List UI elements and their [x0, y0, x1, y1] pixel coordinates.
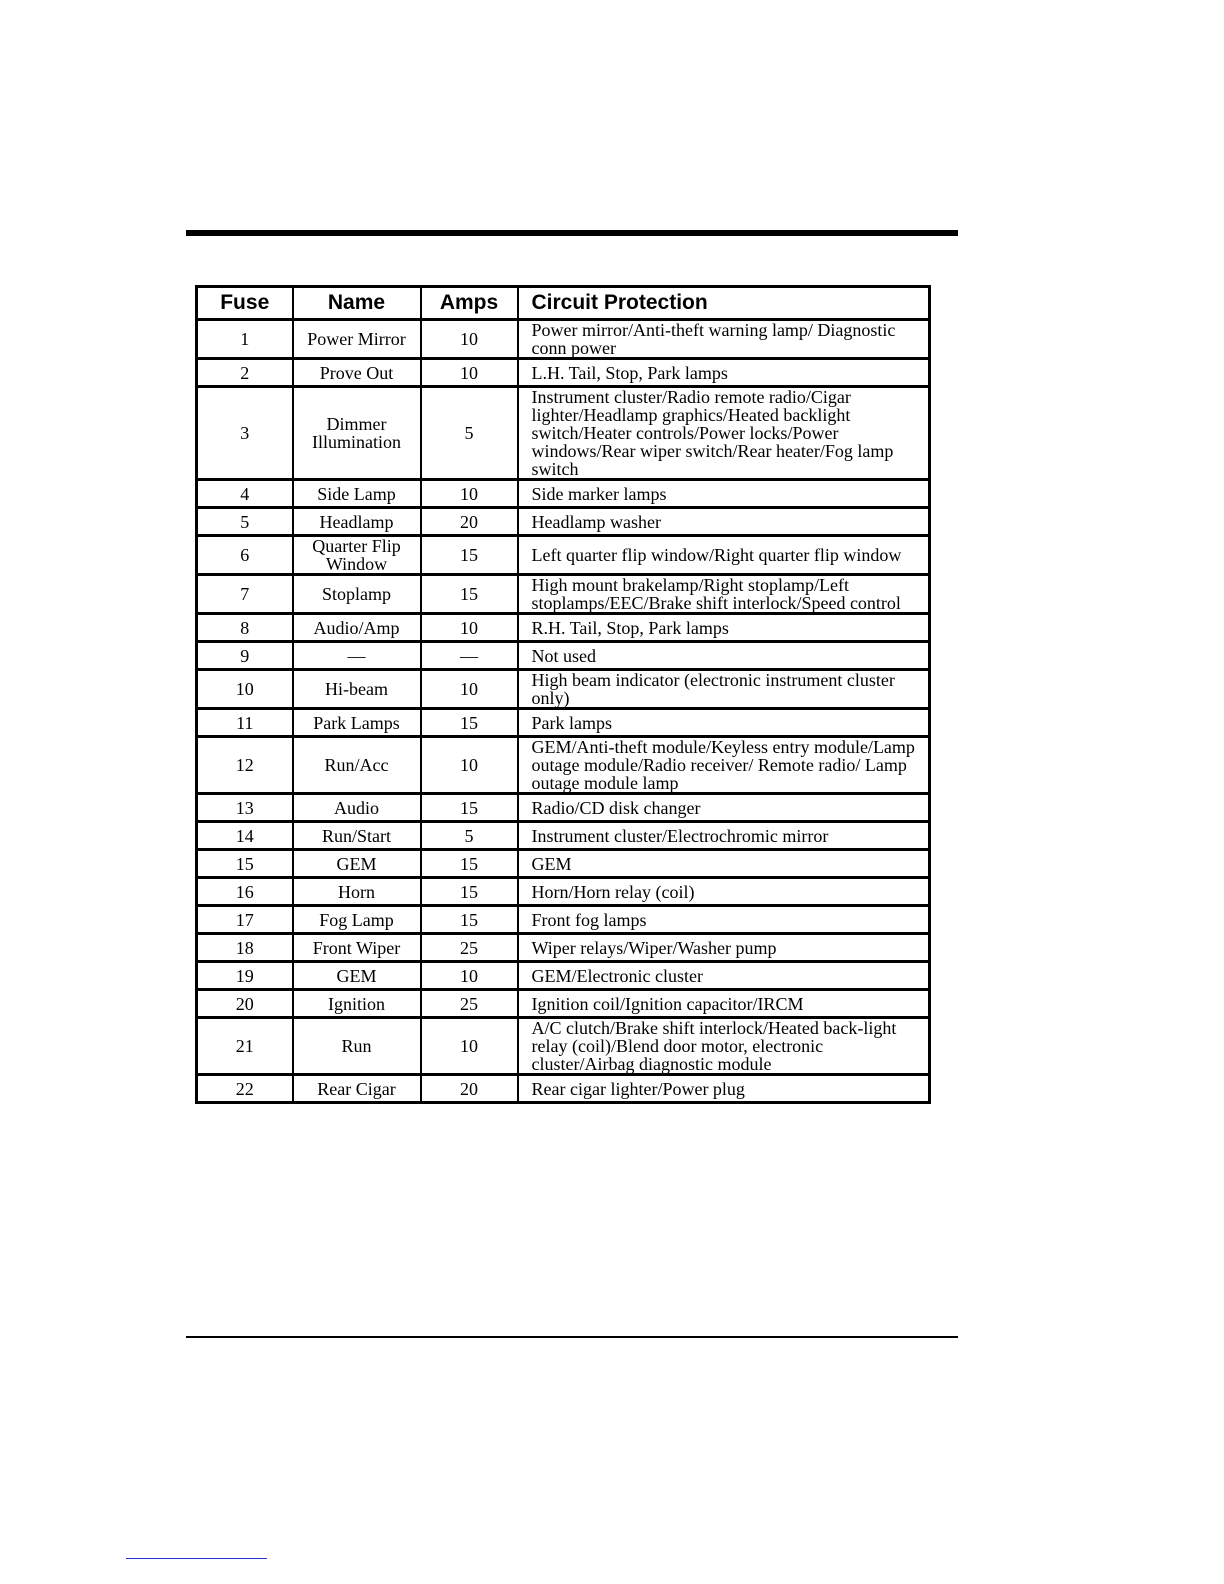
- fuse-amps-cell: 15: [421, 709, 518, 737]
- fuse-number-cell: 21: [197, 1018, 293, 1075]
- fuse-name-cell: Park Lamps: [293, 709, 421, 737]
- table-row: [197, 1075, 930, 1103]
- fuse-number-cell: 22: [197, 1075, 293, 1103]
- table-row: [197, 614, 930, 642]
- fuse-amps-cell: 5: [421, 822, 518, 850]
- circuit-protection-cell: Headlamp washer: [518, 508, 930, 536]
- fuse-number-cell: 6: [197, 536, 293, 575]
- fuse-amps-cell: 10: [421, 737, 518, 794]
- fuse-amps-cell: 15: [421, 536, 518, 575]
- table-row: [197, 737, 930, 794]
- fuse-name-cell: Side Lamp: [293, 480, 421, 508]
- fuse-name-cell: Stoplamp: [293, 575, 421, 614]
- fuse-name-cell: —: [293, 642, 421, 670]
- table-row: [197, 822, 930, 850]
- fuse-name-cell: Run/Acc: [293, 737, 421, 794]
- fuse-table-header: [197, 287, 930, 320]
- fuse-number-cell: 1: [197, 320, 293, 359]
- table-row: [197, 508, 930, 536]
- fuse-amps-cell: 10: [421, 480, 518, 508]
- header-name: Name: [293, 287, 421, 320]
- fuse-number-cell: 11: [197, 709, 293, 737]
- fuse-amps-cell: 10: [421, 962, 518, 990]
- fuse-amps-cell: 15: [421, 878, 518, 906]
- table-row: [197, 878, 930, 906]
- fuse-number-cell: 4: [197, 480, 293, 508]
- table-row: [197, 906, 930, 934]
- fuse-number-cell: 17: [197, 906, 293, 934]
- fuse-name-cell: Run: [293, 1018, 421, 1075]
- fuse-number-cell: 5: [197, 508, 293, 536]
- fuse-number-cell: 18: [197, 934, 293, 962]
- table-row: [197, 536, 930, 575]
- circuit-protection-cell: Rear cigar lighter/Power plug: [518, 1075, 930, 1103]
- fuse-number-cell: 19: [197, 962, 293, 990]
- footer-link-underline: [126, 1558, 267, 1559]
- circuit-protection-cell: High beam indicator (electronic instrument cluster only): [518, 670, 930, 709]
- circuit-protection-cell: Horn/Horn relay (coil): [518, 878, 930, 906]
- circuit-protection-cell: Front fog lamps: [518, 906, 930, 934]
- fuse-amps-cell: 20: [421, 508, 518, 536]
- table-row: [197, 575, 930, 614]
- fuse-name-cell: Dimmer Illumination: [293, 387, 421, 480]
- fuse-table: [195, 285, 931, 1104]
- fuse-name-cell: Run/Start: [293, 822, 421, 850]
- fuse-name-cell: Front Wiper: [293, 934, 421, 962]
- table-row: [197, 934, 930, 962]
- table-row: [197, 709, 930, 737]
- fuse-name-cell: Audio: [293, 794, 421, 822]
- fuse-number-cell: 16: [197, 878, 293, 906]
- fuse-number-cell: 13: [197, 794, 293, 822]
- circuit-protection-cell: High mount brakelamp/Right stoplamp/Left stoplamps/EEC/Brake shift interlock/Speed control: [518, 575, 930, 614]
- table-row: [197, 387, 930, 480]
- table-row: [197, 850, 930, 878]
- table-row: [197, 962, 930, 990]
- fuse-amps-cell: 10: [421, 614, 518, 642]
- circuit-protection-cell: Ignition coil/Ignition capacitor/IRCM: [518, 990, 930, 1018]
- fuse-amps-cell: 10: [421, 359, 518, 387]
- fuse-number-cell: 12: [197, 737, 293, 794]
- fuse-name-cell: Headlamp: [293, 508, 421, 536]
- circuit-protection-cell: Instrument cluster/Radio remote radio/Cigar lighter/Headlamp graphics/Heated backlight switch/Heater controls/Power locks/Power windows/Rear wiper switch/Rear heater/Fog lamp switch: [518, 387, 930, 480]
- fuse-number-cell: 20: [197, 990, 293, 1018]
- table-row: [197, 320, 930, 359]
- fuse-name-cell: Rear Cigar: [293, 1075, 421, 1103]
- circuit-protection-cell: Left quarter flip window/Right quarter flip window: [518, 536, 930, 575]
- circuit-protection-cell: Wiper relays/Wiper/Washer pump: [518, 934, 930, 962]
- fuse-name-cell: Prove Out: [293, 359, 421, 387]
- table-row: [197, 359, 930, 387]
- fuse-number-cell: 10: [197, 670, 293, 709]
- table-row: [197, 794, 930, 822]
- header-amps: Amps: [421, 287, 518, 320]
- fuse-name-cell: Fog Lamp: [293, 906, 421, 934]
- fuse-table-body: [197, 320, 930, 1103]
- fuse-number-cell: 9: [197, 642, 293, 670]
- table-row: [197, 642, 930, 670]
- fuse-number-cell: 3: [197, 387, 293, 480]
- fuse-name-cell: Horn: [293, 878, 421, 906]
- fuse-amps-cell: 20: [421, 1075, 518, 1103]
- fuse-name-cell: Hi-beam: [293, 670, 421, 709]
- fuse-name-cell: Ignition: [293, 990, 421, 1018]
- circuit-protection-cell: R.H. Tail, Stop, Park lamps: [518, 614, 930, 642]
- fuse-amps-cell: 10: [421, 1018, 518, 1075]
- circuit-protection-cell: A/C clutch/Brake shift interlock/Heated back-light relay (coil)/Blend door motor, electronic cluster/Airbag diagnostic module: [518, 1018, 930, 1075]
- table-row: [197, 480, 930, 508]
- header-circuit-protection: Circuit Protection: [518, 287, 930, 320]
- top-rule: [186, 230, 958, 236]
- fuse-name-cell: GEM: [293, 962, 421, 990]
- circuit-protection-cell: L.H. Tail, Stop, Park lamps: [518, 359, 930, 387]
- fuse-amps-cell: 5: [421, 387, 518, 480]
- circuit-protection-cell: Park lamps: [518, 709, 930, 737]
- circuit-protection-cell: Instrument cluster/Electrochromic mirror: [518, 822, 930, 850]
- fuse-amps-cell: 10: [421, 670, 518, 709]
- circuit-protection-cell: Power mirror/Anti-theft warning lamp/ Diagnostic conn power: [518, 320, 930, 359]
- circuit-protection-cell: GEM: [518, 850, 930, 878]
- fuse-number-cell: 7: [197, 575, 293, 614]
- fuse-amps-cell: —: [421, 642, 518, 670]
- circuit-protection-cell: GEM/Electronic cluster: [518, 962, 930, 990]
- fuse-name-cell: Quarter Flip Window: [293, 536, 421, 575]
- fuse-amps-cell: 25: [421, 990, 518, 1018]
- circuit-protection-cell: Radio/CD disk changer: [518, 794, 930, 822]
- fuse-number-cell: 15: [197, 850, 293, 878]
- circuit-protection-cell: Not used: [518, 642, 930, 670]
- fuse-amps-cell: 15: [421, 575, 518, 614]
- fuse-name-cell: GEM: [293, 850, 421, 878]
- table-row: [197, 1018, 930, 1075]
- fuse-name-cell: Power Mirror: [293, 320, 421, 359]
- circuit-protection-cell: GEM/Anti-theft module/Keyless entry module/Lamp outage module/Radio receiver/ Remote radio/ Lamp outage module lamp: [518, 737, 930, 794]
- fuse-amps-cell: 15: [421, 906, 518, 934]
- fuse-number-cell: 8: [197, 614, 293, 642]
- fuse-amps-cell: 10: [421, 320, 518, 359]
- fuse-amps-cell: 25: [421, 934, 518, 962]
- fuse-name-cell: Audio/Amp: [293, 614, 421, 642]
- bottom-rule: [186, 1336, 958, 1338]
- fuse-number-cell: 14: [197, 822, 293, 850]
- fuse-amps-cell: 15: [421, 850, 518, 878]
- table-row: [197, 990, 930, 1018]
- fuse-number-cell: 2: [197, 359, 293, 387]
- circuit-protection-cell: Side marker lamps: [518, 480, 930, 508]
- header-fuse: Fuse: [197, 287, 293, 320]
- table-row: [197, 670, 930, 709]
- fuse-amps-cell: 15: [421, 794, 518, 822]
